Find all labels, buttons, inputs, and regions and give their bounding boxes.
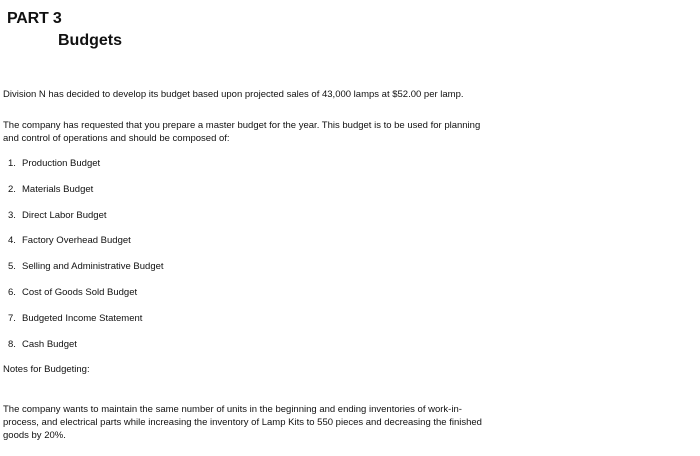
- list-item-number: 2.: [8, 183, 16, 195]
- list-item-label: Factory Overhead Budget: [22, 235, 131, 247]
- list-item: [8, 312, 164, 338]
- part-title: PART 3: [7, 10, 62, 27]
- list-item: [8, 209, 164, 235]
- list-item-number: 5.: [8, 261, 16, 273]
- list-item-label: Materials Budget: [22, 183, 94, 195]
- list-item-label: Cash Budget: [22, 338, 77, 350]
- intro-paragraph-sales: Division N has decided to develop its budget based upon projected sales of 43,000 lamps at $52.00 per lamp.: [3, 89, 464, 100]
- notes-label: Notes for Budgeting:: [3, 364, 90, 375]
- list-item-label: Budgeted Income Statement: [22, 312, 143, 324]
- page-title: Budgets: [58, 32, 122, 49]
- notes-paragraph: The company wants to maintain the same number of units in the beginning and ending inventories of work-in-process, and electrical parts while increasing the inventory of Lamp Kits to 550 pieces and decreasing the finished goods by 20%.: [3, 404, 482, 441]
- list-item: [8, 286, 164, 312]
- list-item: [8, 338, 164, 364]
- list-item-label: Cost of Goods Sold Budget: [22, 286, 138, 298]
- list-item: [8, 157, 164, 183]
- list-item-label: Direct Labor Budget: [22, 209, 107, 221]
- list-item-number: 6.: [8, 286, 16, 298]
- budget-list: [8, 157, 164, 363]
- intro-paragraph-master-budget: The company has requested that you prepare a master budget for the year. This budget is to be used for planning and control of operations and should be composed of:: [3, 120, 481, 144]
- list-item-number: 4.: [8, 235, 16, 247]
- list-item-label: Production Budget: [22, 158, 101, 169]
- list-item: [8, 234, 164, 260]
- list-item-number: 8.: [8, 338, 16, 350]
- list-item-label: Selling and Administrative Budget: [22, 261, 164, 273]
- list-item-number: 3.: [8, 209, 16, 221]
- list-item: [8, 260, 164, 286]
- list-item-number: 1.: [8, 158, 16, 169]
- list-item-number: 7.: [8, 312, 16, 324]
- list-item: [8, 183, 164, 209]
